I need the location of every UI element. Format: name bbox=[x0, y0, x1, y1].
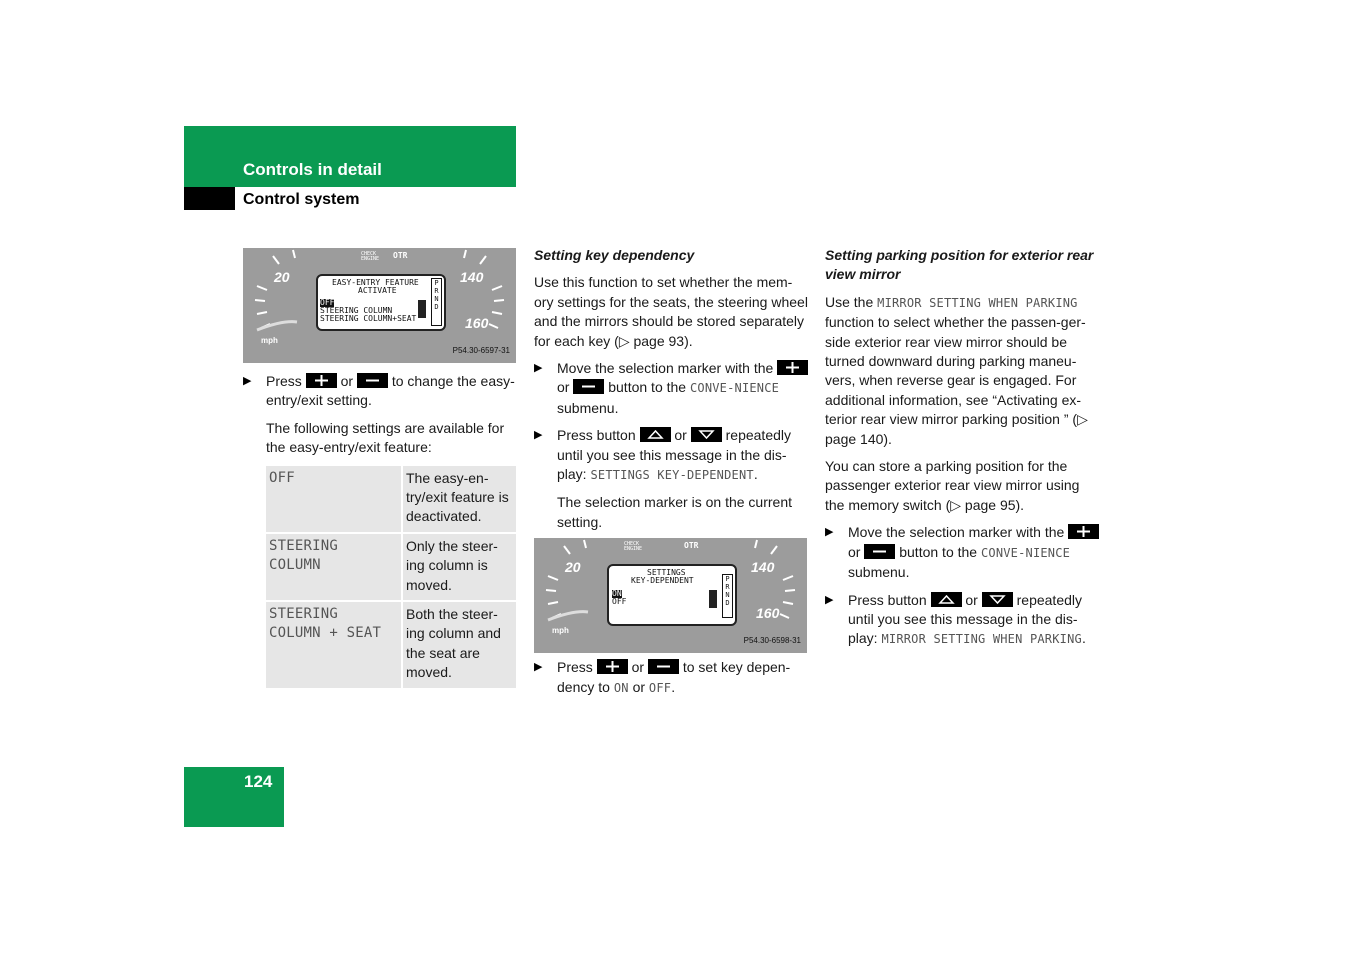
settings-table bbox=[266, 466, 516, 690]
text: Press button bbox=[557, 427, 636, 444]
gauge-label-160: 160 bbox=[465, 315, 489, 331]
plus-key-icon bbox=[777, 360, 808, 375]
lcd-line-1: SETTINGS bbox=[647, 568, 686, 578]
gauge-label-140: 140 bbox=[460, 269, 484, 285]
otr-lamp: OTR bbox=[684, 541, 699, 551]
text: to set key depen-dency to bbox=[557, 659, 791, 695]
text-or: or bbox=[965, 591, 978, 608]
text-or: or bbox=[340, 373, 354, 389]
text: . bbox=[1081, 630, 1086, 647]
mirror-store-note: You can store a parking position for the passenger exterior rear view mirror using the memory switch (▷ page 95). bbox=[825, 458, 1080, 513]
instruction-set-dependency bbox=[534, 658, 810, 698]
figure-code: P54.30-6597-31 bbox=[452, 345, 510, 355]
setting-desc: Both the steer-ing column and the seat are moved. bbox=[402, 601, 516, 689]
text: button to the bbox=[899, 543, 978, 560]
minus-key-icon bbox=[573, 379, 604, 394]
check-engine-lamp: CHECK ENGINE bbox=[624, 541, 643, 553]
lcd-line-3: OFF bbox=[320, 298, 335, 307]
value-on: ON bbox=[613, 680, 629, 695]
down-button-icon bbox=[691, 427, 722, 442]
menu-name: CONVE-NIENCE bbox=[980, 545, 1071, 560]
up-button-icon bbox=[931, 592, 962, 607]
gauge-label-20: 20 bbox=[565, 559, 581, 576]
lcd-line-1: EASY-ENTRY FEATURE bbox=[332, 278, 419, 287]
otr-lamp: OTR bbox=[393, 251, 408, 260]
setting-name: STEERING COLUMN bbox=[266, 533, 402, 601]
heading-key-dependency: Setting key dependency bbox=[534, 247, 695, 263]
minus-key-icon bbox=[357, 373, 388, 388]
text: repeatedly until you see this message in the dis-play: bbox=[848, 591, 1083, 647]
heading-mirror-parking: Setting parking position for exterior rear view mirror bbox=[825, 247, 1094, 283]
triangle-right-icon: ▶ bbox=[534, 362, 543, 375]
figure-code: P54.30-6598-31 bbox=[743, 635, 801, 645]
column-1 bbox=[243, 248, 518, 690]
check-engine-lamp: CHECK ENGINE bbox=[361, 251, 380, 262]
instruction-press-button bbox=[825, 591, 1100, 650]
text: Move the selection marker with the bbox=[848, 524, 1065, 541]
lcd-display bbox=[316, 274, 446, 331]
triangle-right-icon: ▶ bbox=[825, 593, 834, 606]
text-or: or bbox=[632, 678, 646, 695]
lcd-line-4: OFF bbox=[612, 597, 627, 607]
text-or: or bbox=[674, 427, 687, 444]
up-button-icon bbox=[640, 427, 671, 442]
gauge-label-140: 140 bbox=[751, 559, 775, 576]
lcd-line-2: ACTIVATE bbox=[358, 286, 397, 295]
scroll-indicator-icon bbox=[709, 590, 717, 608]
display-message: SETTINGS KEY-DEPENDENT bbox=[590, 468, 754, 483]
text-or: or bbox=[848, 543, 861, 560]
key-dependency-intro: Use this function to set whether the mem-ory settings for the seats, the steering wheel and the mirrors should be stored separately for each key (▷ page 93). bbox=[534, 274, 808, 349]
triangle-right-icon: ▶ bbox=[534, 661, 543, 674]
lcd-line-3: ON bbox=[612, 589, 622, 599]
triangle-right-icon: ▶ bbox=[534, 429, 543, 442]
text: submenu. bbox=[557, 399, 619, 416]
text: function to select whether the passen-ger-side exterior rear view mirror should be turned downward during parking maneu-vers, when reverse gear is engaged. For additional information, see “Activating ex-terior rear view mirror parking position ” (▷ page 140). bbox=[825, 314, 1088, 447]
instruction-change-setting bbox=[243, 372, 518, 411]
gauge-label-160: 160 bbox=[756, 605, 780, 622]
lcd-line-4: STEERING COLUMN bbox=[320, 306, 393, 315]
mirror-intro bbox=[825, 293, 1100, 449]
setting-desc: Only the steer-ing column is moved. bbox=[402, 533, 516, 601]
plus-key-icon bbox=[1068, 524, 1099, 539]
table-row bbox=[266, 466, 516, 533]
minus-key-icon bbox=[648, 659, 679, 674]
down-button-icon bbox=[982, 592, 1013, 607]
table-row bbox=[266, 601, 516, 689]
instruction-press-button bbox=[534, 426, 810, 485]
lcd-line-2: KEY-DEPENDENT bbox=[631, 576, 694, 586]
text: . bbox=[671, 678, 676, 695]
section-subtitle: Control system bbox=[243, 191, 360, 208]
text-change-setting: to change the easy-entry/exit setting. bbox=[266, 373, 515, 409]
marker-note: The selection marker is on the current setting. bbox=[557, 494, 792, 530]
setting-name: OFF bbox=[266, 466, 402, 533]
available-settings-text: The following settings are available for the easy-entry/exit feature: bbox=[266, 419, 505, 456]
text: Use the bbox=[825, 293, 874, 310]
section-title: Controls in detail bbox=[243, 160, 382, 179]
function-name: MIRROR SETTING WHEN PARKING bbox=[877, 295, 1078, 310]
column-2 bbox=[534, 246, 810, 706]
header-marker bbox=[184, 187, 235, 210]
text: button to the bbox=[608, 379, 687, 396]
text-press: Press bbox=[266, 373, 302, 389]
plus-key-icon bbox=[597, 659, 628, 674]
value-off: OFF bbox=[648, 680, 672, 695]
speed-unit: mph bbox=[552, 626, 569, 636]
text: . bbox=[753, 466, 758, 483]
text: repeatedly until you see this message in the dis-play: bbox=[557, 427, 792, 483]
triangle-right-icon: ▶ bbox=[243, 375, 252, 387]
triangle-right-icon: ▶ bbox=[825, 526, 834, 539]
gauge-label-20: 20 bbox=[274, 269, 290, 285]
menu-name: CONVE-NIENCE bbox=[689, 381, 780, 396]
text-or: or bbox=[557, 379, 570, 396]
text-or: or bbox=[631, 659, 645, 676]
page-number: 124 bbox=[244, 772, 273, 791]
plus-key-icon bbox=[306, 373, 337, 388]
minus-key-icon bbox=[864, 544, 895, 559]
setting-desc: The easy-en-try/exit feature is deactivated. bbox=[402, 466, 516, 533]
text: Press bbox=[557, 659, 593, 676]
lcd-display bbox=[607, 564, 737, 626]
setting-name: STEERING COLUMN + SEAT bbox=[266, 601, 402, 689]
lcd-line-5: STEERING COLUMN+SEAT bbox=[320, 314, 417, 323]
text: Move the selection marker with the bbox=[557, 360, 774, 377]
instruction-move-marker bbox=[534, 359, 810, 418]
scroll-indicator-icon bbox=[418, 300, 426, 318]
display-figure-key-dependent bbox=[534, 538, 807, 653]
text: Press button bbox=[848, 591, 927, 608]
gear-indicator: P R N D bbox=[722, 574, 733, 618]
table-row bbox=[266, 533, 516, 601]
speed-unit: mph bbox=[261, 336, 278, 345]
display-figure-easy-entry bbox=[243, 248, 516, 363]
text: submenu. bbox=[848, 564, 910, 581]
instruction-move-marker bbox=[825, 523, 1100, 582]
display-message: MIRROR SETTING WHEN PARKING bbox=[881, 632, 1082, 647]
gear-indicator: P R N D bbox=[431, 278, 442, 326]
column-3 bbox=[825, 246, 1100, 658]
